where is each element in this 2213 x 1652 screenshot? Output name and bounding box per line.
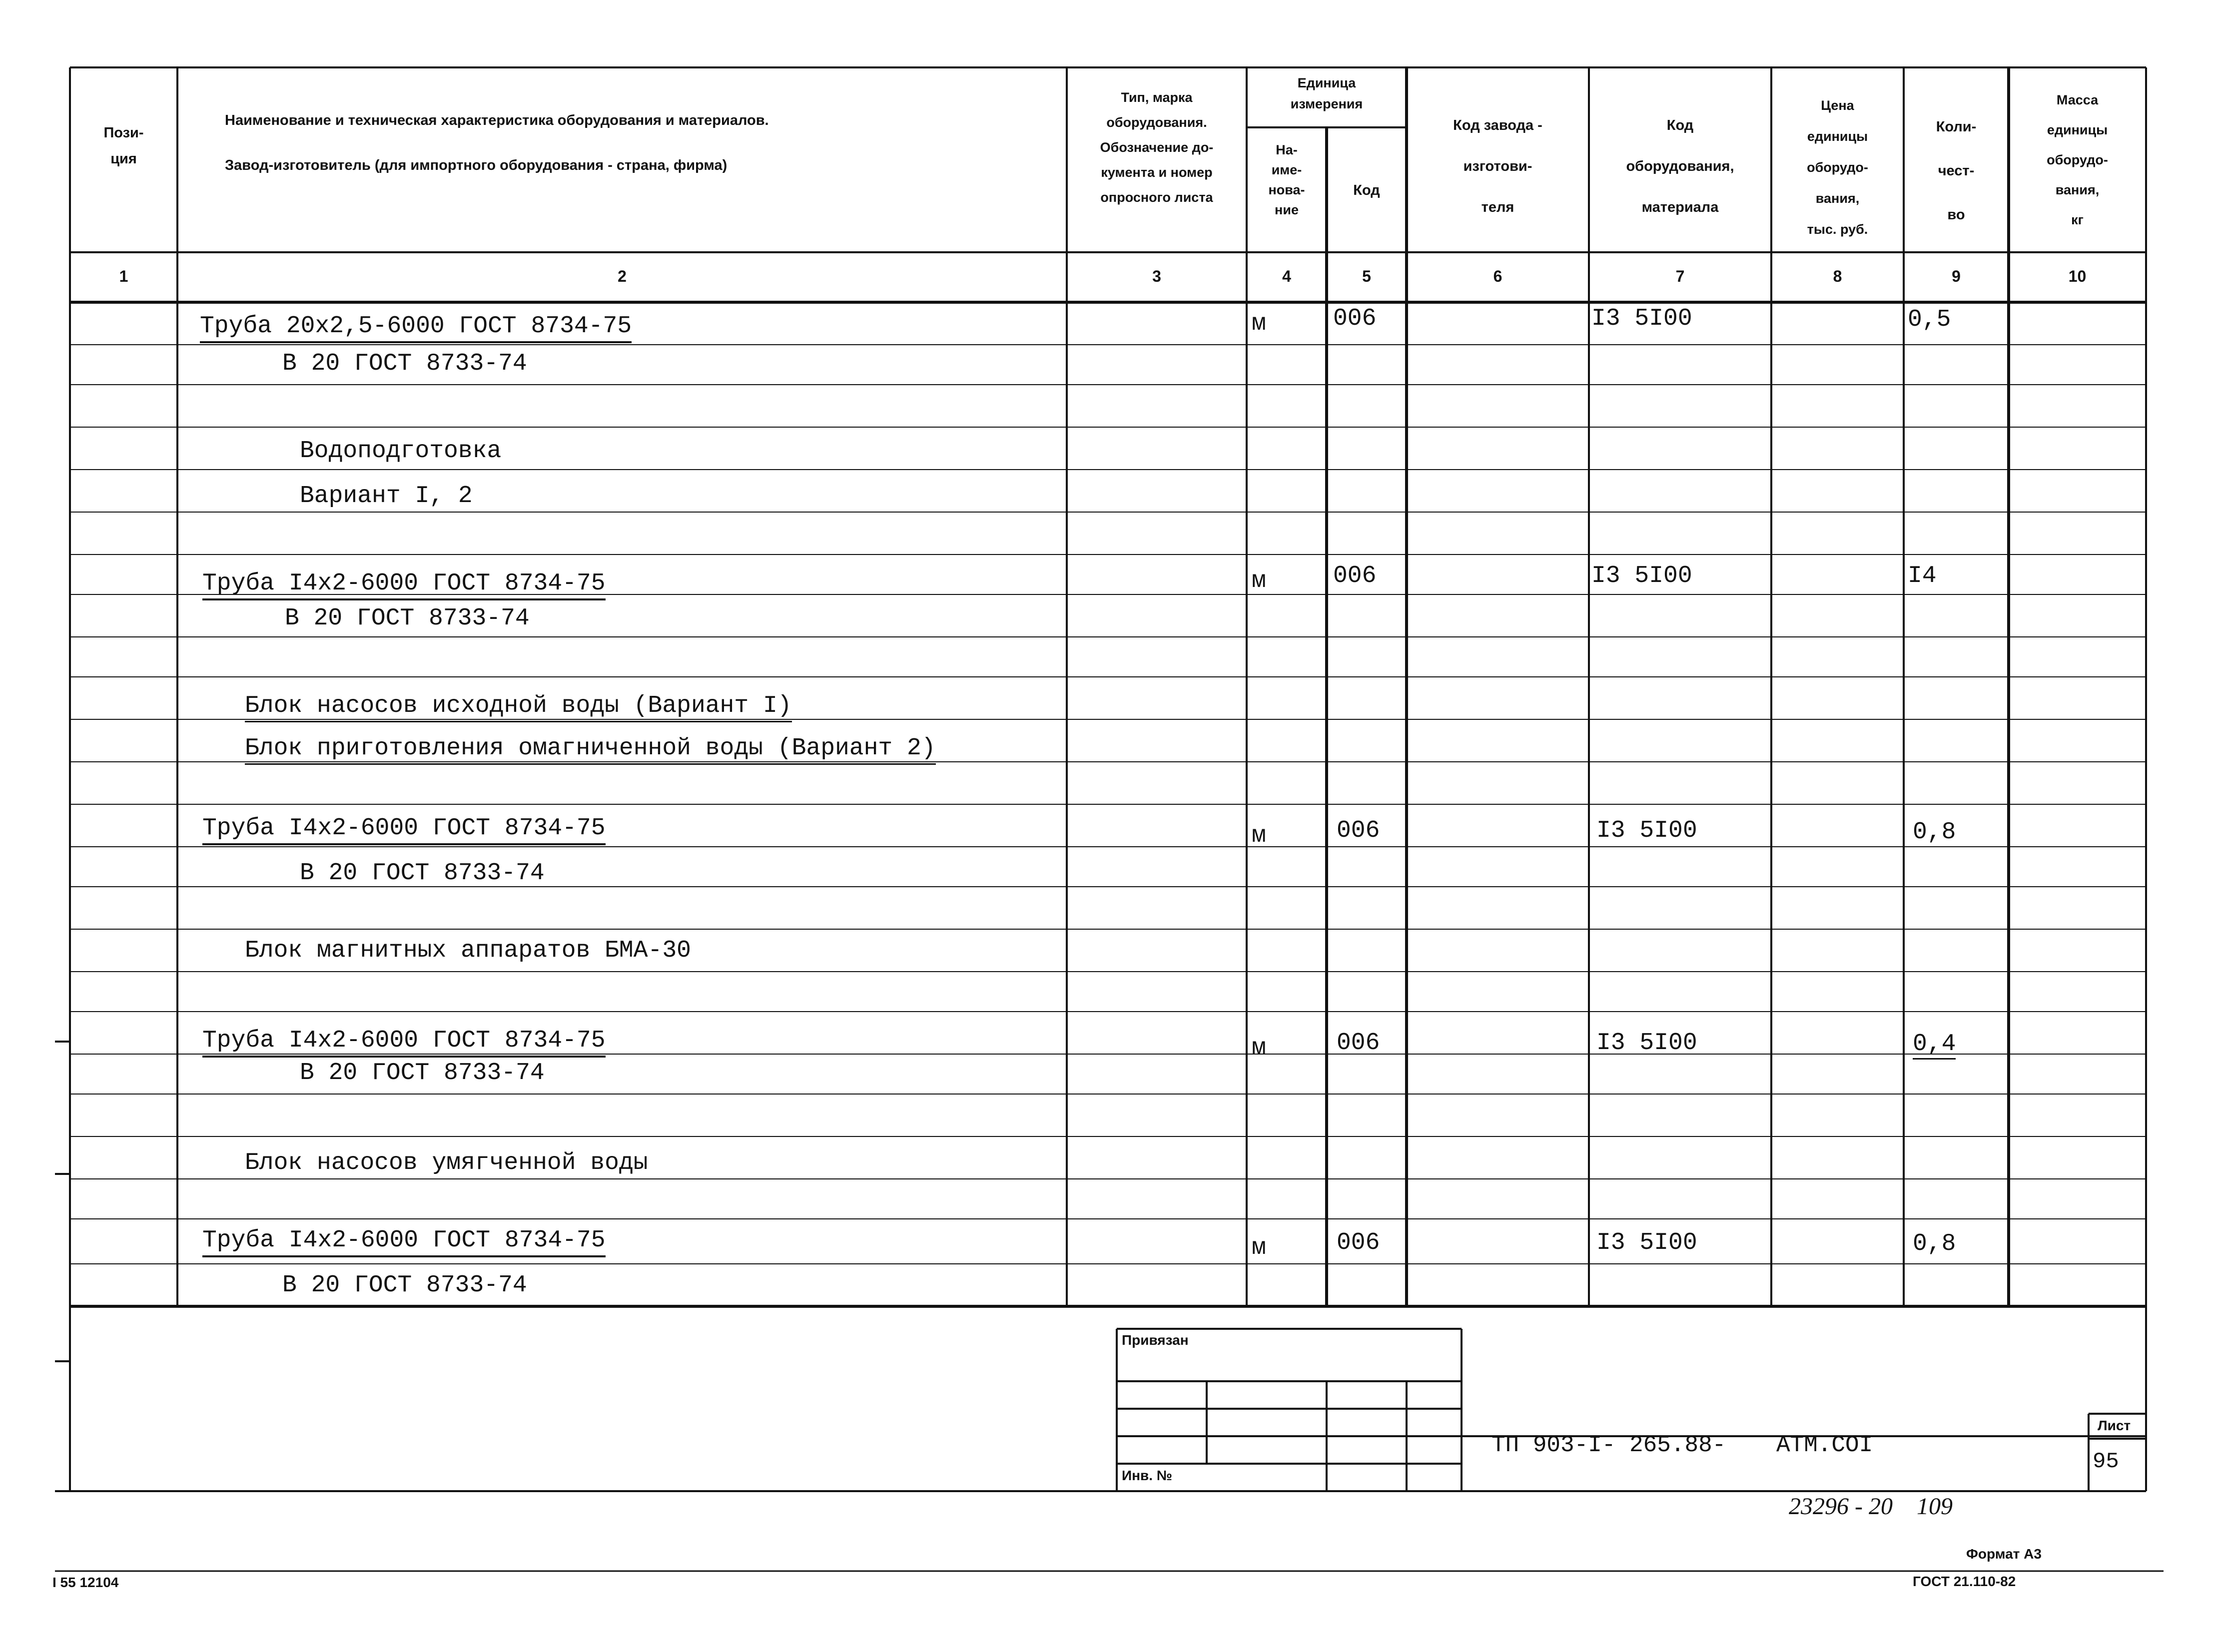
document-code: ТП 903-I- 265.88- (1491, 1432, 1726, 1458)
row-item-material: В 20 ГОСТ 8733-74 (282, 1272, 527, 1299)
column-number: 7 (1675, 267, 1685, 285)
row-item-material-code: I3 5I00 (1596, 817, 1697, 844)
row-item-code: 006 (1333, 562, 1377, 589)
row-item-code: 006 (1337, 1229, 1380, 1256)
row-item-quantity: 0,8 (1913, 1230, 1956, 1257)
row-item-quantity: 0,8 (1913, 819, 1956, 846)
column-number: 6 (1493, 267, 1502, 285)
row-item-unit: м (1252, 1035, 1266, 1062)
header-col-quantity: Коли- чест- во (1936, 119, 1977, 223)
gost-label: ГОСТ 21.110-82 (1913, 1574, 2016, 1589)
section-title: Водоподготовка (300, 438, 502, 465)
row-item-material: В 20 ГОСТ 8733-74 (300, 1060, 545, 1087)
document-suffix: АТМ.СОI (1776, 1432, 1873, 1458)
header-col-factory-code: Код завода - изготови- теля (1453, 117, 1542, 215)
stamp-inventory-label: Инв. № (1122, 1468, 1173, 1483)
row-item-code: 006 (1337, 817, 1380, 844)
column-number: 3 (1152, 267, 1161, 285)
row-item-unit: м (1252, 1234, 1266, 1261)
row-item-unit: м (1252, 567, 1266, 594)
row-item-material: В 20 ГОСТ 8733-74 (300, 860, 545, 887)
row-item-unit: м (1252, 822, 1266, 849)
header-col-unit-group: Единица измерения (1290, 75, 1363, 111)
handwritten-number: 23296 - 20 109 (1789, 1493, 1953, 1520)
row-item-name: Труба I4x2-6000 ГОСТ 8734-75 (202, 1027, 606, 1058)
row-item-name: Труба 20x2,5-6000 ГОСТ 8734-75 (200, 312, 632, 343)
column-number: 10 (2068, 267, 2087, 285)
row-item-code: 006 (1333, 305, 1377, 332)
header-col-unit-code: Код (1353, 182, 1380, 198)
row-item-quantity: 0,5 (1908, 306, 1951, 333)
section-title: Блок насосов исходной воды (Вариант I) (245, 692, 792, 722)
section-title: Вариант I, 2 (300, 483, 473, 510)
sheet-number: 95 (2093, 1449, 2119, 1474)
row-item-material: В 20 ГОСТ 8733-74 (285, 605, 530, 632)
row-item-quantity: 0,4 (1913, 1030, 1956, 1060)
sheet-label: Лист (2098, 1418, 2131, 1433)
row-item-unit: м (1252, 310, 1266, 337)
header-col-type: Тип, марка оборудования. Обозначение до- кумента и номер опросного листа (1100, 90, 1214, 205)
row-item-code: 006 (1337, 1030, 1380, 1057)
header-col-name: Наименование и техническая характеристика оборудования и материалов. Завод-изготовитель (для импортного оборудования - страна, фирма) (225, 112, 769, 173)
header-col-mass: Масса единицы оборудо- вания, кг (2047, 92, 2108, 227)
header-col-price: Цена единицы оборудо- вания, тыс. руб. (1807, 98, 1868, 237)
column-number: 1 (119, 267, 128, 285)
row-item-quantity: I4 (1908, 562, 1937, 589)
format-label: Формат А3 (1966, 1546, 2042, 1562)
column-number: 9 (1952, 267, 1961, 285)
header-col-material-code: Код оборудования, материала (1626, 117, 1734, 215)
stamp-attached-label: Привязан (1122, 1332, 1189, 1348)
column-number: 4 (1282, 267, 1291, 285)
row-item-material: В 20 ГОСТ 8733-74 (282, 350, 527, 377)
row-item-material-code: I3 5I00 (1591, 305, 1692, 332)
row-item-name: Труба I4x2-6000 ГОСТ 8734-75 (202, 814, 606, 845)
row-item-name: Труба I4x2-6000 ГОСТ 8734-75 (202, 1226, 606, 1257)
left-code: I 55 12104 (52, 1575, 119, 1590)
column-number: 5 (1362, 267, 1371, 285)
column-number: 2 (618, 267, 627, 285)
row-item-material-code: I3 5I00 (1596, 1030, 1697, 1057)
header-col-unit-name: На- име- нова- ние (1268, 142, 1305, 217)
column-numbers-row (0, 267, 2213, 292)
column-number: 8 (1833, 267, 1842, 285)
header-col-position: Пози- ция (103, 125, 144, 167)
row-item-name: Труба I4x2-6000 ГОСТ 8734-75 (202, 569, 606, 600)
row-item-material-code: I3 5I00 (1596, 1229, 1697, 1256)
section-title: Блок насосов умягченной воды (245, 1149, 648, 1176)
section-title: Блок приготовления омагниченной воды (Вариант 2) (245, 734, 936, 765)
section-title: Блок магнитных аппаратов БМА-30 (245, 937, 691, 964)
row-item-material-code: I3 5I00 (1591, 562, 1692, 589)
